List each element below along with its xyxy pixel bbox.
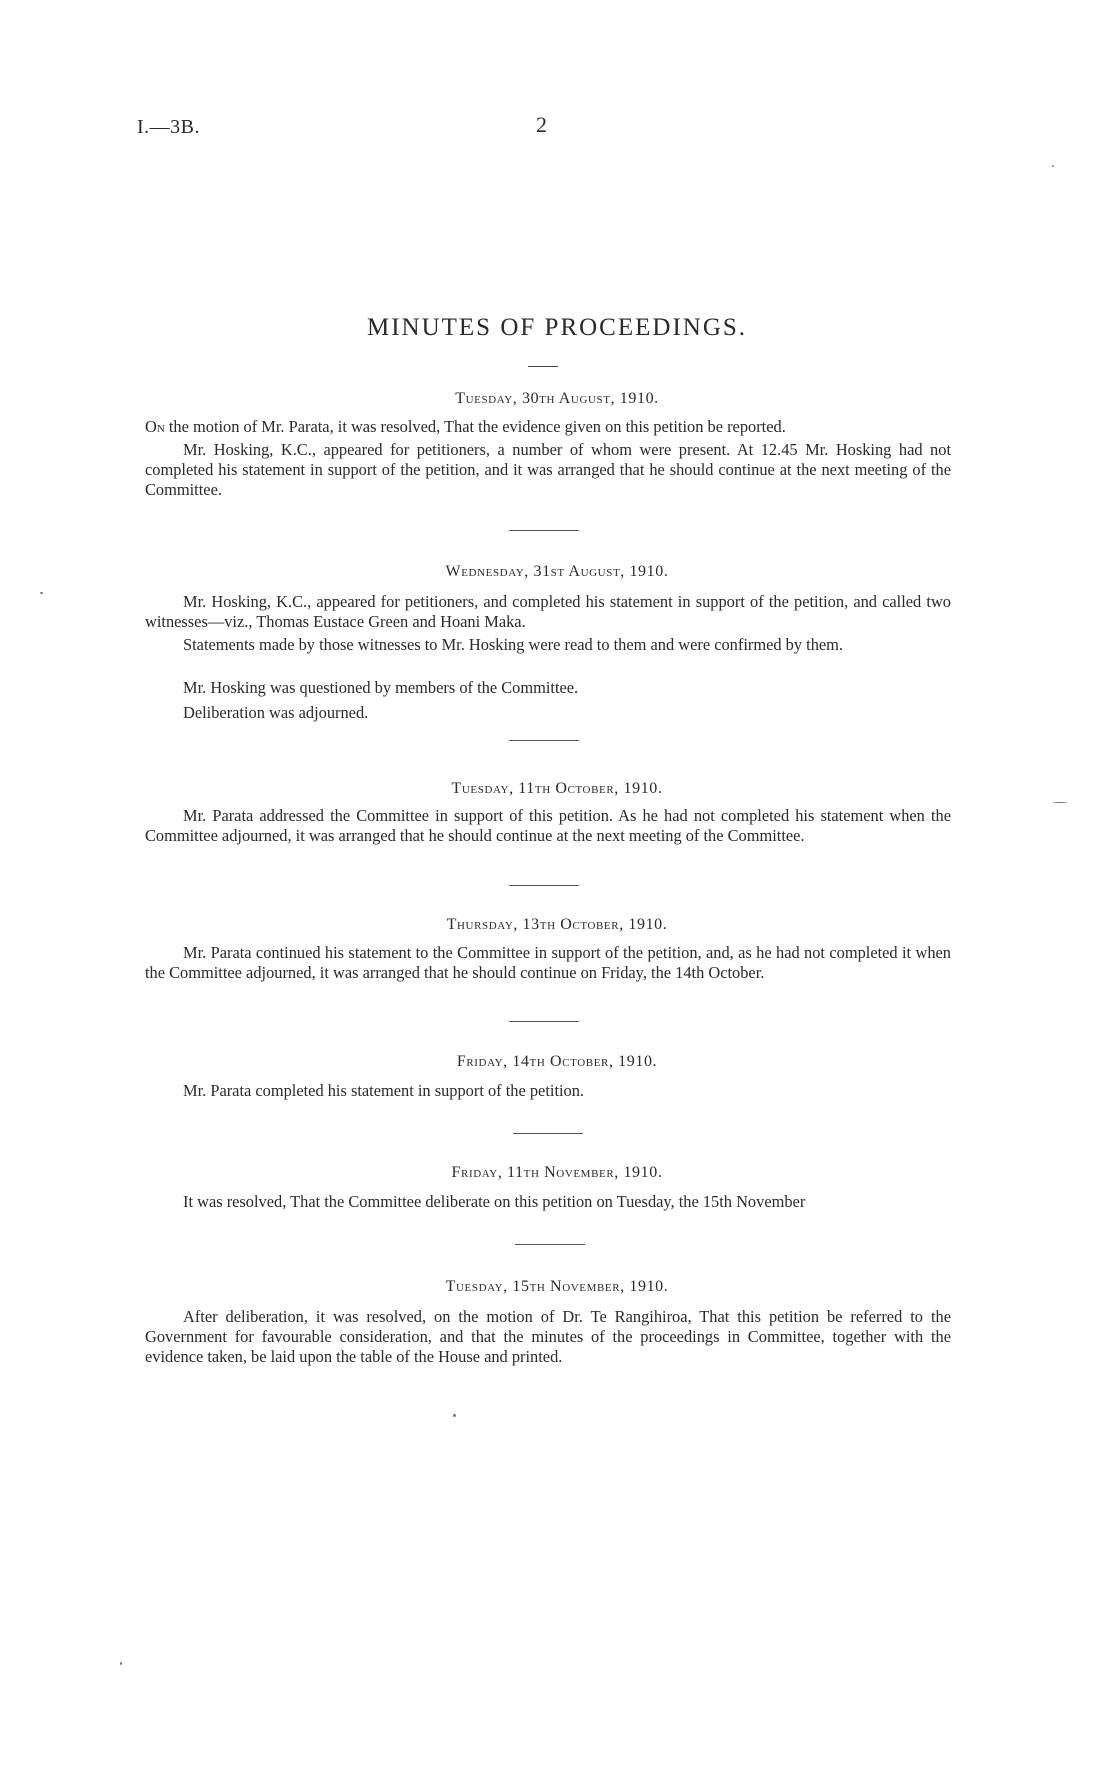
section-divider [509,1021,579,1022]
paragraph: After deliberation, it was resolved, on the motion of Dr. Te Rangihiroa, That this petition be referred to the Government for favourable consideration, and that the minutes of the proceedings in Committee, together with the evidence taken, be laid upon the table of the House and printed. [145,1307,951,1366]
section-divider [509,885,579,886]
section-date: Friday, 11th November, 1910. [451,1164,663,1181]
paragraph-text: the motion of Mr. Parata, it was resolved, That the evidence given on this petition be reported. [164,417,786,436]
paragraph: Mr. Hosking, K.C., appeared for petitioners, a number of whom were present. At 12.45 Mr. Hosking had not completed his statement in support of the petition, and it was arranged that he should continue at the next meeting of the Committee. [145,440,951,499]
paragraph: Mr. Parata completed his statement in support of the petition. [183,1081,585,1100]
paragraph: Mr. Parata continued his statement to the Committee in support of the petition, and, as he had not completed it when the Committee adjourned, it was arranged that he should continue on Friday, the 14th October. [145,943,951,982]
section-date: Wednesday, 31st August, 1910. [445,563,669,580]
paragraph-lead: On [145,417,165,436]
paragraph: It was resolved, That the Committee deliberate on this petition on Tuesday, the 15th November [183,1192,806,1211]
paragraph: Statements made by those witnesses to Mr. Hosking were read to them and were confirmed by them. [183,635,844,654]
scan-speck [453,1414,456,1417]
title-divider [528,366,558,367]
scan-speck [40,592,43,594]
paragraph: Mr. Hosking was questioned by members of the Committee. [183,678,579,697]
scan-speck [120,1662,122,1665]
section-date: Tuesday, 30th August, 1910. [455,390,659,407]
scan-speck [1052,165,1054,167]
paragraph: Deliberation was adjourned. [183,703,369,722]
section-date: Tuesday, 11th October, 1910. [451,780,663,797]
page-title: MINUTES OF PROCEEDINGS. [366,314,748,341]
paragraph [145,417,951,437]
section-divider [509,740,579,741]
scan-speck [1053,802,1067,803]
section-divider [515,1244,585,1245]
section-divider [509,530,579,531]
section-date: Thursday, 13th October, 1910. [446,916,668,933]
page-number: 2 [536,112,547,137]
section-divider [513,1133,583,1134]
paragraph: Mr. Parata addressed the Committee in support of this petition. As he had not completed his statement when the Committee adjourned, it was arranged that he should continue at the next meeting of the Committee. [145,806,951,845]
section-date: Tuesday, 15th November, 1910. [445,1278,669,1295]
paragraph: Mr. Hosking, K.C., appeared for petitioners, and completed his statement in support of the petition, and called two witnesses—viz., Thomas Eustace Green and Hoani Maka. [145,592,951,631]
section-date: Friday, 14th October, 1910. [456,1053,658,1070]
page-reference: I.—3B. [137,116,200,138]
